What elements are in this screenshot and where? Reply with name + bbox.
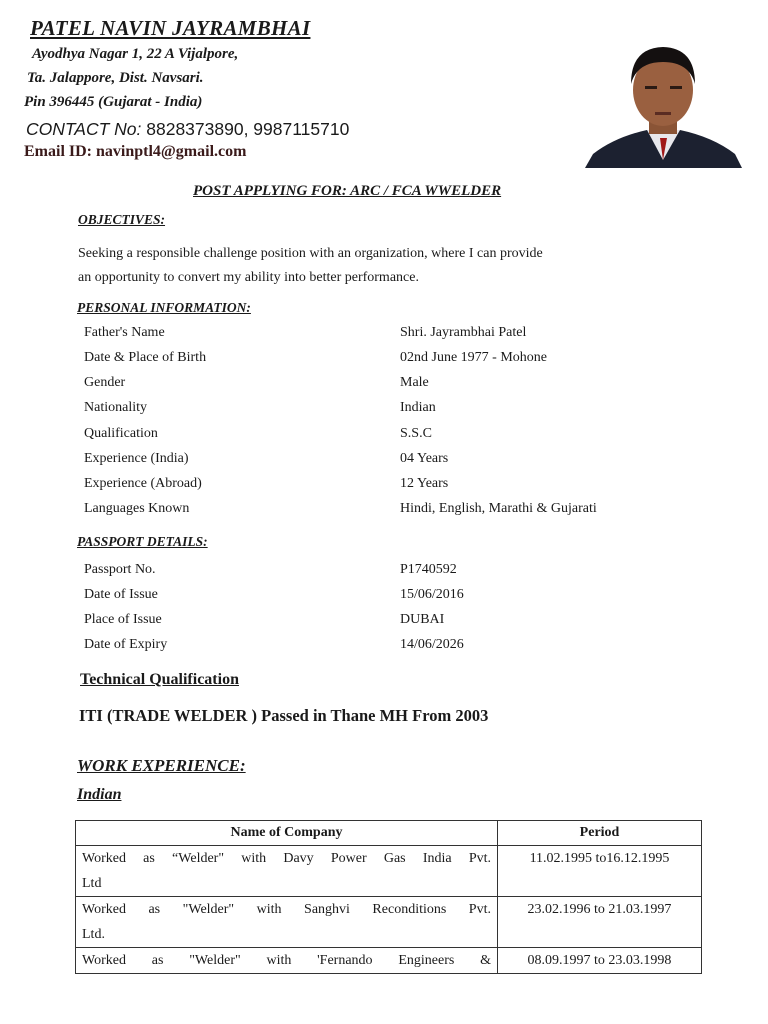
technical-qualification-heading: Technical Qualification	[80, 671, 239, 688]
candidate-name: PATEL NAVIN JAYRAMBHAI	[30, 16, 311, 40]
work-indian-subheading: Indian	[77, 786, 122, 803]
work-experience-heading: WORK EXPERIENCE:	[77, 756, 246, 775]
personal-label: Father's Name	[84, 325, 165, 340]
passport-value: P1740592	[400, 562, 457, 577]
objectives-line: an opportunity to convert my ability into better performance.	[78, 270, 419, 285]
table-header-row	[76, 821, 702, 846]
personal-value: 12 Years	[400, 476, 449, 491]
contact-label: CONTACT No:	[26, 119, 142, 139]
personal-value: 04 Years	[400, 451, 449, 466]
company-line: Ltd.	[82, 927, 105, 942]
personal-label: Languages Known	[84, 501, 190, 516]
passport-label: Place of Issue	[84, 612, 162, 627]
email-value: navinptl4@gmail.com	[96, 143, 247, 160]
column-header-company: Name of Company	[76, 821, 498, 846]
personal-value: Hindi, English, Marathi & Gujarati	[400, 501, 597, 516]
personal-label: Experience (India)	[84, 451, 189, 466]
passport-label: Passport No.	[84, 562, 156, 577]
objectives-heading: OBJECTIVES:	[78, 212, 166, 227]
personal-label: Gender	[84, 375, 126, 390]
passport-value: DUBAI	[400, 612, 445, 627]
passport-heading: PASSPORT DETAILS:	[77, 534, 208, 549]
profile-photo	[585, 42, 742, 168]
contact-numbers	[26, 119, 349, 140]
personal-label: Experience (Abroad)	[84, 476, 202, 491]
period-cell: 11.02.1995 to16.12.1995	[498, 846, 702, 897]
table-row	[76, 846, 702, 897]
company-line: Ltd	[82, 876, 102, 891]
company-cell	[76, 897, 498, 948]
address-line-1: Ayodhya Nagar 1, 22 A Vijalpore,	[32, 46, 239, 62]
personal-label: Qualification	[84, 426, 158, 441]
personal-value: 02nd June 1977 - Mohone	[400, 350, 547, 365]
personal-value: Male	[400, 375, 429, 390]
passport-label: Date of Issue	[84, 587, 158, 602]
column-header-period: Period	[498, 821, 702, 846]
company-cell	[76, 948, 498, 974]
table-row	[76, 948, 702, 974]
post-applying-for: POST APPLYING FOR: ARC / FCA WWELDER	[193, 183, 502, 199]
email-label: Email ID:	[24, 143, 92, 160]
contact-value: 8828373890, 9987115710	[146, 119, 350, 139]
address-line-2: Ta. Jalappore, Dist. Navsari.	[27, 70, 204, 86]
company-line: Worked as "Welder" with 'Fernando Engineers &	[82, 953, 491, 968]
passport-value: 14/06/2026	[400, 637, 464, 652]
company-line: Worked as "Welder" with Sanghvi Reconditions Pvt.	[82, 902, 491, 917]
company-cell	[76, 846, 498, 897]
personal-value: Indian	[400, 400, 436, 415]
period-cell: 23.02.1996 to 21.03.1997	[498, 897, 702, 948]
period-cell: 08.09.1997 to 23.03.1998	[498, 948, 702, 974]
email	[24, 143, 246, 161]
objectives-line: Seeking a responsible challenge position with an organization, where I can provide	[78, 246, 543, 261]
company-line: Worked as “Welder" with Davy Power Gas India Pvt.	[82, 851, 491, 866]
passport-value: 15/06/2016	[400, 587, 464, 602]
table-row	[76, 897, 702, 948]
address-line-3: Pin 396445 (Gujarat - India)	[24, 94, 203, 110]
personal-value: S.S.C	[400, 426, 432, 441]
personal-label: Date & Place of Birth	[84, 350, 207, 365]
personal-label: Nationality	[84, 400, 147, 415]
technical-qualification-text: ITI (TRADE WELDER ) Passed in Thane MH From 2003	[79, 706, 489, 725]
personal-info-heading: PERSONAL INFORMATION:	[77, 300, 251, 315]
passport-label: Date of Expiry	[84, 637, 168, 652]
work-experience-table	[75, 820, 702, 974]
personal-value: Shri. Jayrambhai Patel	[400, 325, 527, 340]
